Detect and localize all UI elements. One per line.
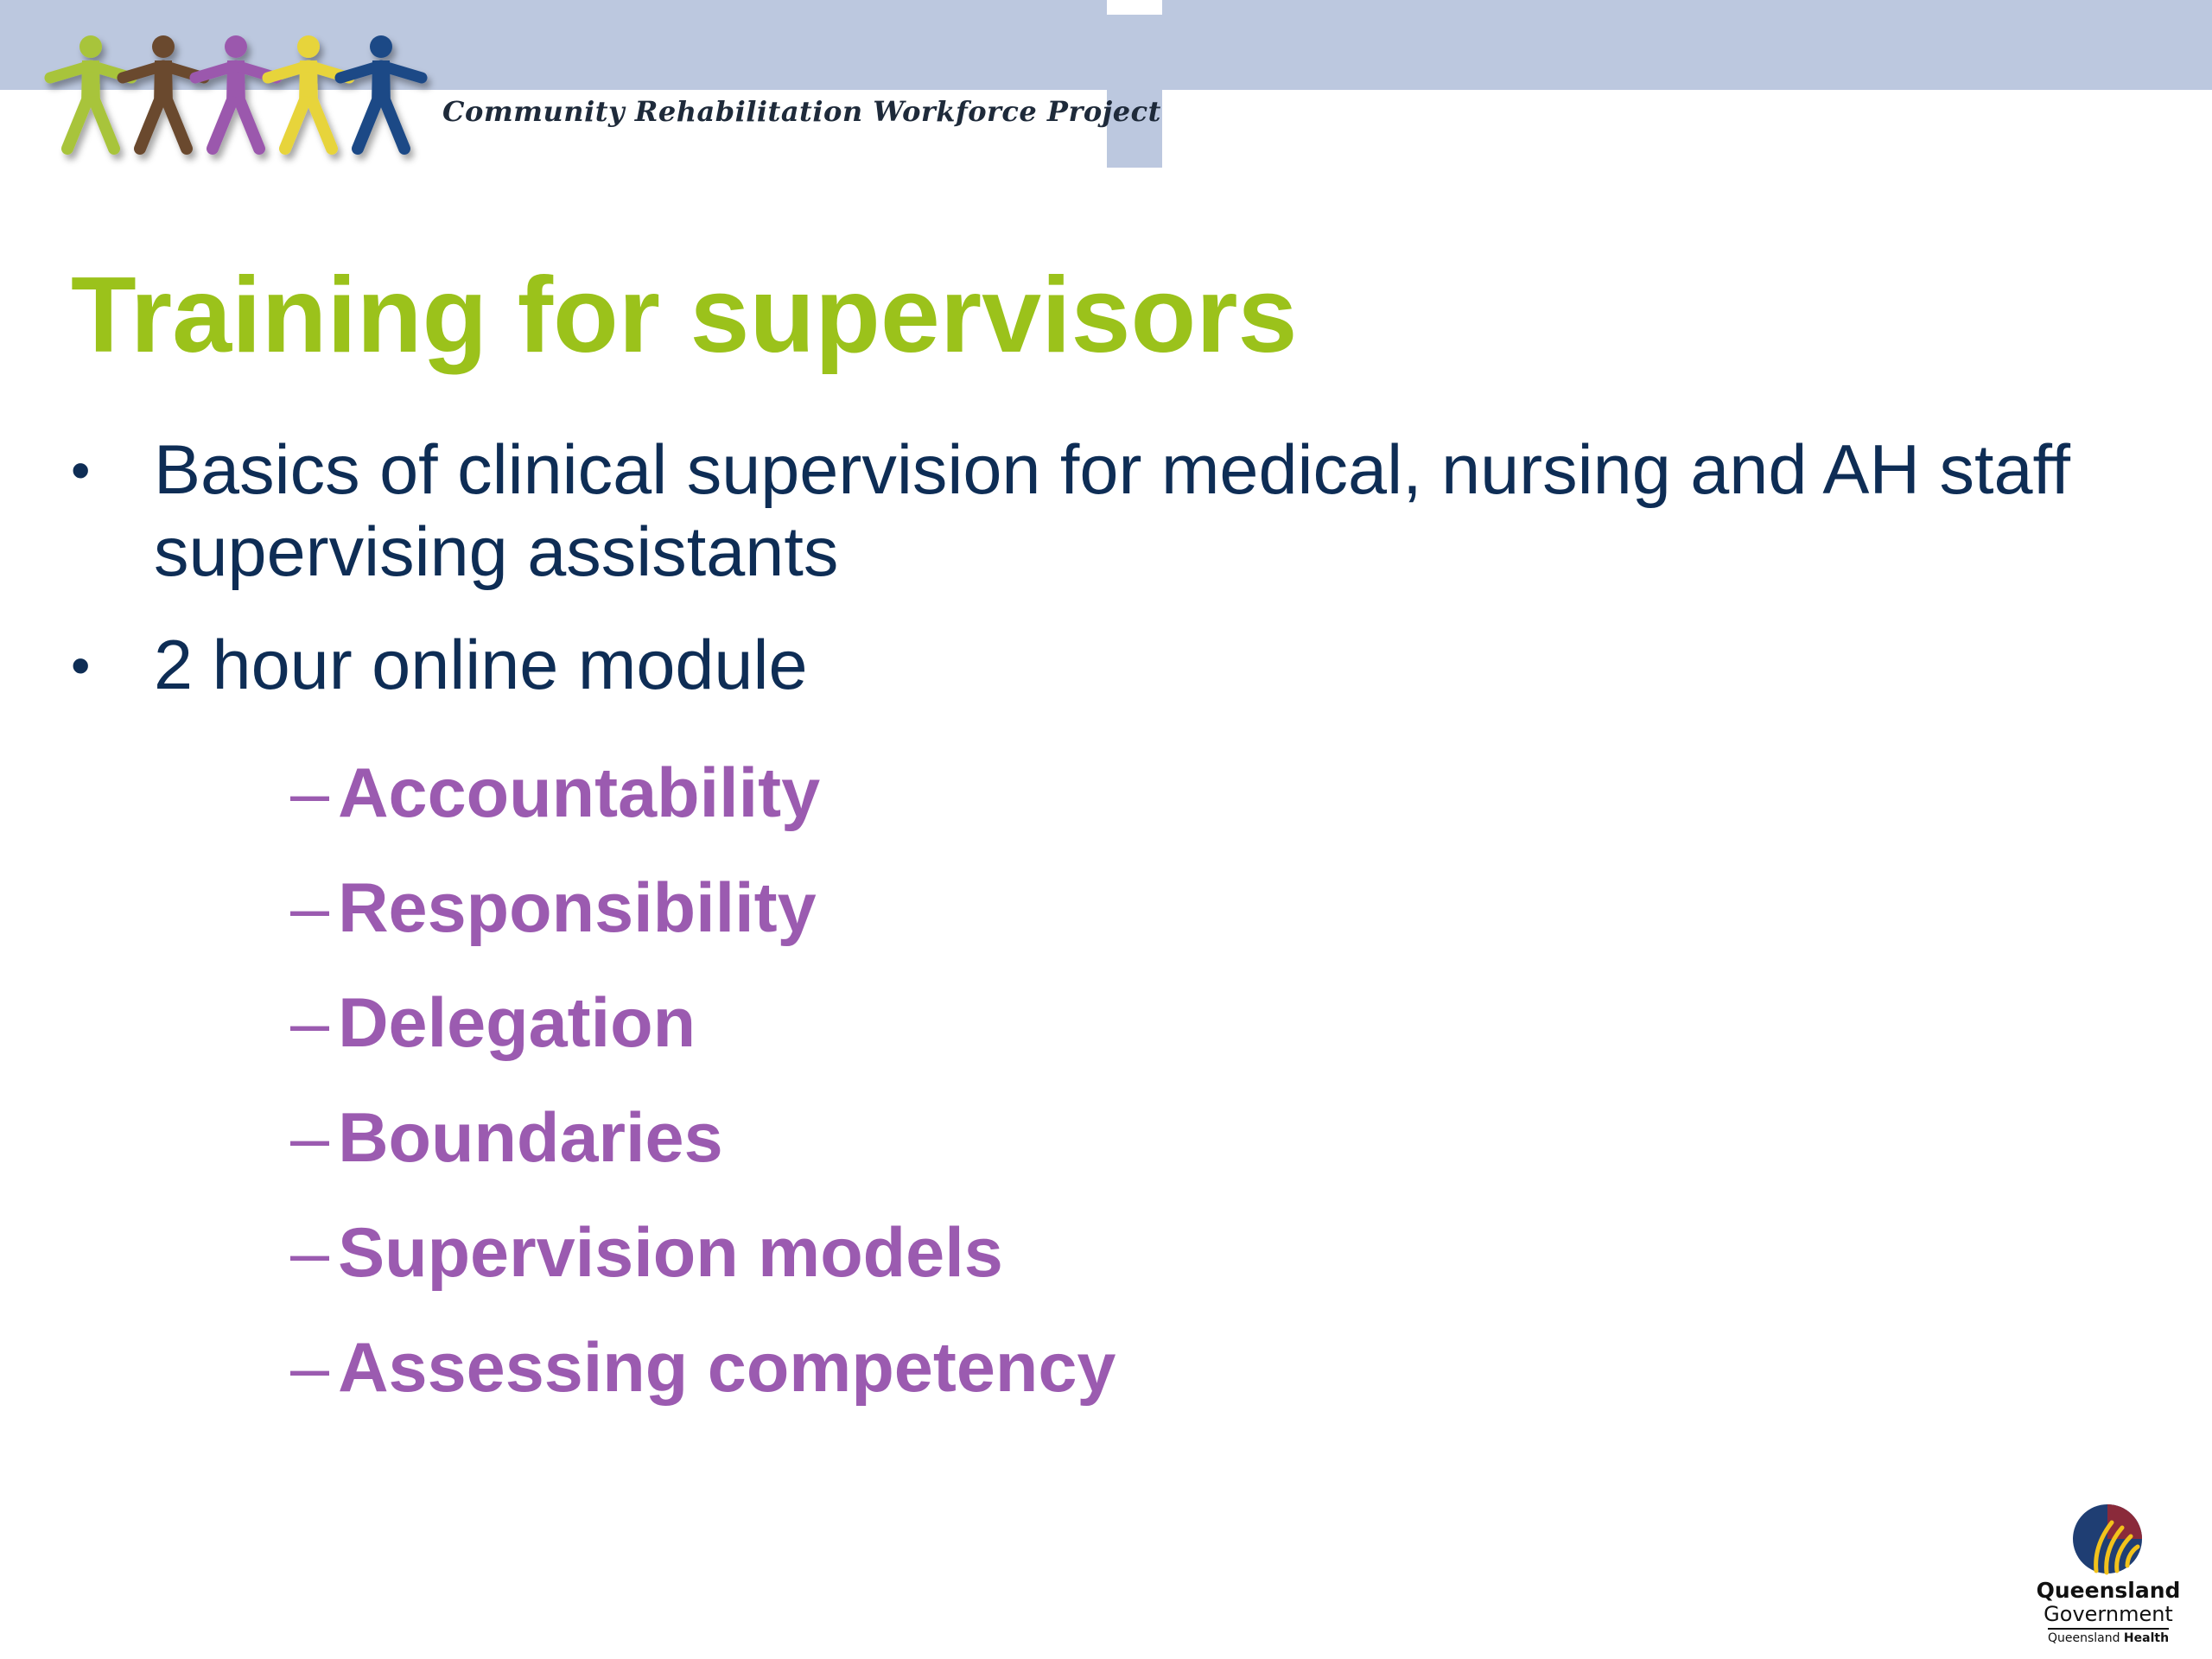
dash-icon: – bbox=[290, 984, 330, 1062]
paper-person-figure bbox=[123, 35, 204, 149]
dash-icon: – bbox=[290, 869, 330, 947]
sub-bullet-text: Delegation bbox=[338, 984, 696, 1062]
bullet-item bbox=[71, 625, 2141, 707]
bullet-text: Basics of clinical supervision for medical, nursing and AH staff supervising assistants bbox=[154, 431, 2071, 591]
sub-bullet-item bbox=[290, 851, 1116, 966]
queensland-government-logo bbox=[2022, 1495, 2195, 1650]
sub-bullet-item bbox=[290, 1311, 1116, 1426]
queensland-label: Queensland bbox=[2036, 1578, 2181, 1603]
sub-bullet-text: Supervision models bbox=[338, 1214, 1003, 1292]
bullet-dot-icon: • bbox=[71, 439, 91, 501]
queensland-emblem-icon bbox=[2069, 1500, 2146, 1578]
dash-icon: – bbox=[290, 754, 330, 832]
logo-divider bbox=[2048, 1628, 2169, 1630]
queensland-health-bold: Health bbox=[2123, 1631, 2170, 1645]
sub-bullet-item bbox=[290, 966, 1116, 1081]
queensland-health-label bbox=[2022, 1631, 2195, 1645]
bullet-item bbox=[71, 429, 2141, 594]
paper-person-figure bbox=[340, 35, 422, 149]
header-band-notch bbox=[1107, 0, 1162, 15]
project-name: Community Rehabilitation Workforce Project bbox=[442, 95, 1161, 128]
sub-bullet-item bbox=[290, 736, 1116, 851]
sub-bullet-item bbox=[290, 1196, 1116, 1311]
sub-bullet-text: Boundaries bbox=[338, 1099, 723, 1177]
bullet-text: 2 hour online module bbox=[154, 626, 808, 704]
paper-person-figure bbox=[195, 35, 276, 149]
sub-bullet-text: Assessing competency bbox=[338, 1329, 1116, 1407]
dash-icon: – bbox=[290, 1099, 330, 1177]
dash-icon: – bbox=[290, 1214, 330, 1292]
government-label: Government bbox=[2044, 1602, 2173, 1626]
sub-bullet-text: Responsibility bbox=[338, 869, 817, 947]
bullet-dot-icon: • bbox=[71, 634, 91, 696]
dash-icon: – bbox=[290, 1329, 330, 1407]
paper-person-figure bbox=[268, 35, 349, 149]
slide-title: Training for supervisors bbox=[71, 256, 1298, 375]
sub-bullet-item bbox=[290, 1081, 1116, 1196]
sub-bullet-text: Accountability bbox=[338, 754, 821, 832]
paper-person-figure bbox=[50, 35, 131, 149]
paper-people-chain-icon bbox=[35, 28, 449, 175]
queensland-health-prefix: Queensland bbox=[2047, 1631, 2120, 1645]
sub-bullet-list bbox=[290, 736, 1116, 1426]
